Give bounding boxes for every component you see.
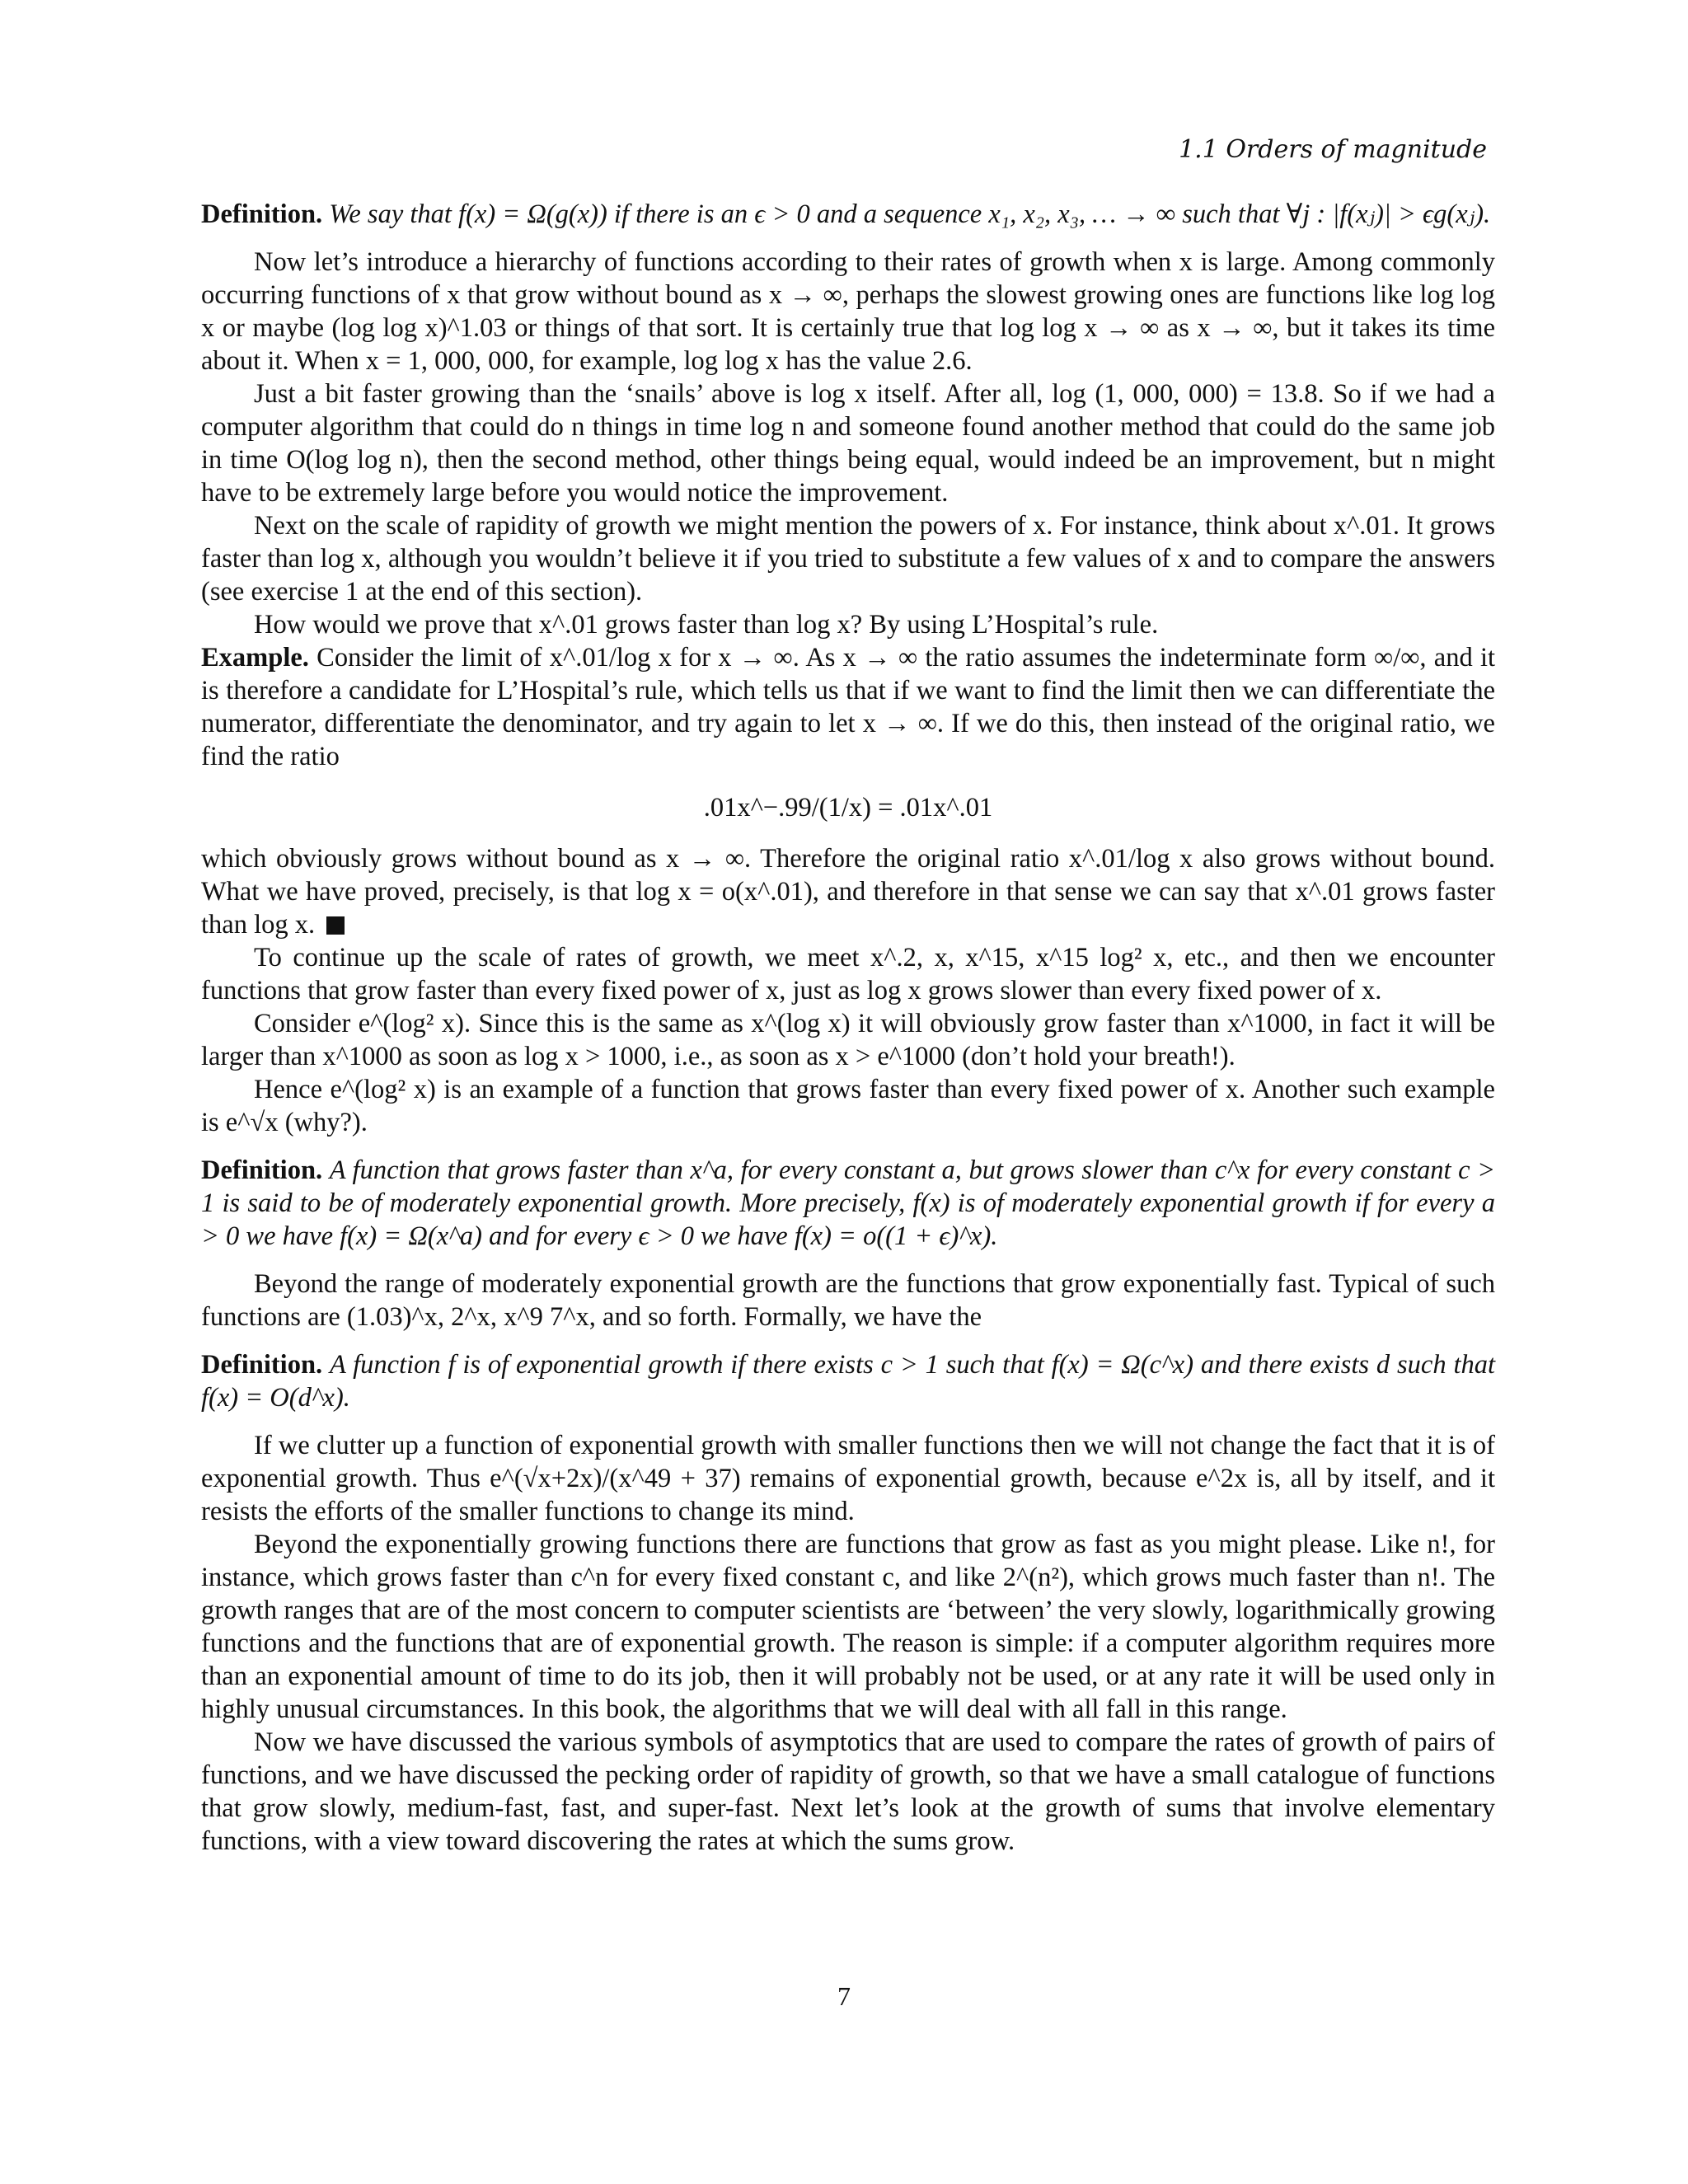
definition-label: Definition.	[201, 199, 323, 229]
example-continuation-text: which obviously grows without bound as x → ∞. Therefore the original ratio x^.01/log x also grows without bound. What we have proved, precisely, is that log x = o(x^.01), and therefore in that sense we can say that x^.01 grows faster than log x.	[201, 844, 1495, 940]
paragraph-snails: Just a bit faster growing than the ‘snails’ above is log x itself. After all, log (1, 000, 000) = 13.8. So if we had a computer algorithm that could do n things in time log n and someone found another method that could do the same job in time O(log log n), then the second method, other things being equal, would indeed be an improvement, but n might have to be extremely large before you would notice the improvement.	[201, 379, 1495, 508]
definition-moderately-exponential	[201, 1154, 1495, 1253]
paragraph-consider: Consider e^(log² x). Since this is the same as x^(log x) it will obviously grow faster than x^1000, in fact it will be larger than x^1000 as soon as log x > 1000, i.e., as soon as x > e^1000 (don’t hold your breath!).	[201, 1009, 1495, 1071]
paragraph-beyond-moderate: Beyond the range of moderately exponential growth are the functions that grow exponentially fast. Typical of such functions are (1.03)^x, 2^x, x^9 7^x, and so forth. Formally, we have the	[201, 1269, 1495, 1332]
definition-label: Definition.	[201, 1155, 323, 1185]
paragraph-hierarchy: Now let’s introduce a hierarchy of functions according to their rates of growth when x is large. Among commonly occurring functions of x that grow without bound as x → ∞, perhaps the slowest growing ones are functions like log log x or maybe (log log x)^1.03 or things of that sort. It is certainly true that log log x → ∞ as x → ∞, but it takes its time about it. When x = 1, 000, 000, for example, log log x has the value 2.6.	[201, 247, 1495, 376]
qed-square-icon	[326, 916, 345, 935]
display-equation: .01x^−.99/(1/x) = .01x^.01	[703, 793, 993, 823]
paragraph-prove: How would we prove that x^.01 grows faster than log x? By using L’Hospital’s rule.	[254, 610, 1159, 640]
paragraph-powers: Next on the scale of rapidity of growth we might mention the powers of x. For instance, think about x^.01. It grows faster than log x, although you wouldn’t believe it if you tried to substitute a few values of x and to compare the answers (see exercise 1 at the end of this section).	[201, 511, 1495, 607]
example-continuation	[201, 842, 1495, 941]
definition-omega	[201, 198, 1495, 231]
running-head: 1.1 Orders of magnitude	[1179, 135, 1487, 164]
definition-omega-text: We say that f(x) = Ω(g(x)) if there is an ϵ > 0 and a sequence x₁, x₂, x₃, … → ∞ such that ∀j : |f(xⱼ)| > ϵg(xⱼ).	[329, 199, 1491, 229]
paragraph-clutter: If we clutter up a function of exponential growth with smaller functions then we will not change the fact that it is of exponential growth. Thus e^(√x+2x)/(x^49 + 37) remains of exponential growth, because e^2x is, all by itself, and it resists the efforts of the smaller functions to change its mind.	[201, 1431, 1495, 1526]
paragraph-beyond-exponential: Beyond the exponentially growing functions there are functions that grow as fast as you might please. Like n!, for instance, which grows faster than c^n for every fixed constant c, and like 2^(n²), which grows much faster than n!. The growth ranges that are of the most concern to computer scientists are ‘between’ the very slowly, logarithmically growing functions and the functions that are of exponential growth. The reason is simple: if a computer algorithm requires more than an exponential amount of time to do its job, then it will probably not be used, or at any rate it will be used only in highly unusual circumstances. In this book, the algorithms that we will deal with all fall in this range.	[201, 1530, 1495, 1724]
page-number: 7	[837, 1981, 851, 2011]
example-text: Consider the limit of x^.01/log x for x → ∞. As x → ∞ the ratio assumes the indeterminate form ∞/∞, and it is therefore a candidate for L’Hospital’s rule, which tells us that if we want to find the limit then we can differentiate the numerator, differentiate the denominator, and try again to let x → ∞. If we do this, then instead of the original ratio, we find the ratio	[201, 643, 1496, 771]
example-lhospital	[201, 641, 1495, 773]
definition-exponential-text: A function f is of exponential growth if there exists c > 1 such that f(x) = Ω(c^x) and there exists d such that f(x) = O(d^x).	[201, 1350, 1496, 1413]
paragraph-scale: To continue up the scale of rates of growth, we meet x^.2, x, x^15, x^15 log² x, etc., and then we encounter functions that grow faster than every fixed power of x, just as log x grows slower than every fixed power of x.	[201, 943, 1495, 1005]
paragraph-summary: Now we have discussed the various symbols of asymptotics that are used to compare the rates of growth of pairs of functions, and we have discussed the pecking order of rapidity of growth, so that we have a small catalogue of functions that grow slowly, medium-fast, fast, and super-fast. Next let’s look at the growth of sums that involve elementary functions, with a view toward discovering the rates at which the sums grow.	[201, 1727, 1495, 1856]
definition-moderately-exponential-text: A function that grows faster than x^a, for every constant a, but grows slower than c^x for every constant c > 1 is said to be of moderately exponential growth. More precisely, f(x) is of moderately exponential growth if for every a > 0 we have f(x) = Ω(x^a) and for every ϵ > 0 we have f(x) = o((1 + ϵ)^x).	[201, 1155, 1495, 1251]
definition-label: Definition.	[201, 1350, 323, 1380]
paragraph-hence: Hence e^(log² x) is an example of a function that grows faster than every fixed power of x. Another such example is e^√x (why?).	[201, 1075, 1495, 1137]
example-label: Example.	[201, 643, 309, 673]
definition-exponential	[201, 1348, 1495, 1414]
body-text	[201, 198, 1495, 1858]
